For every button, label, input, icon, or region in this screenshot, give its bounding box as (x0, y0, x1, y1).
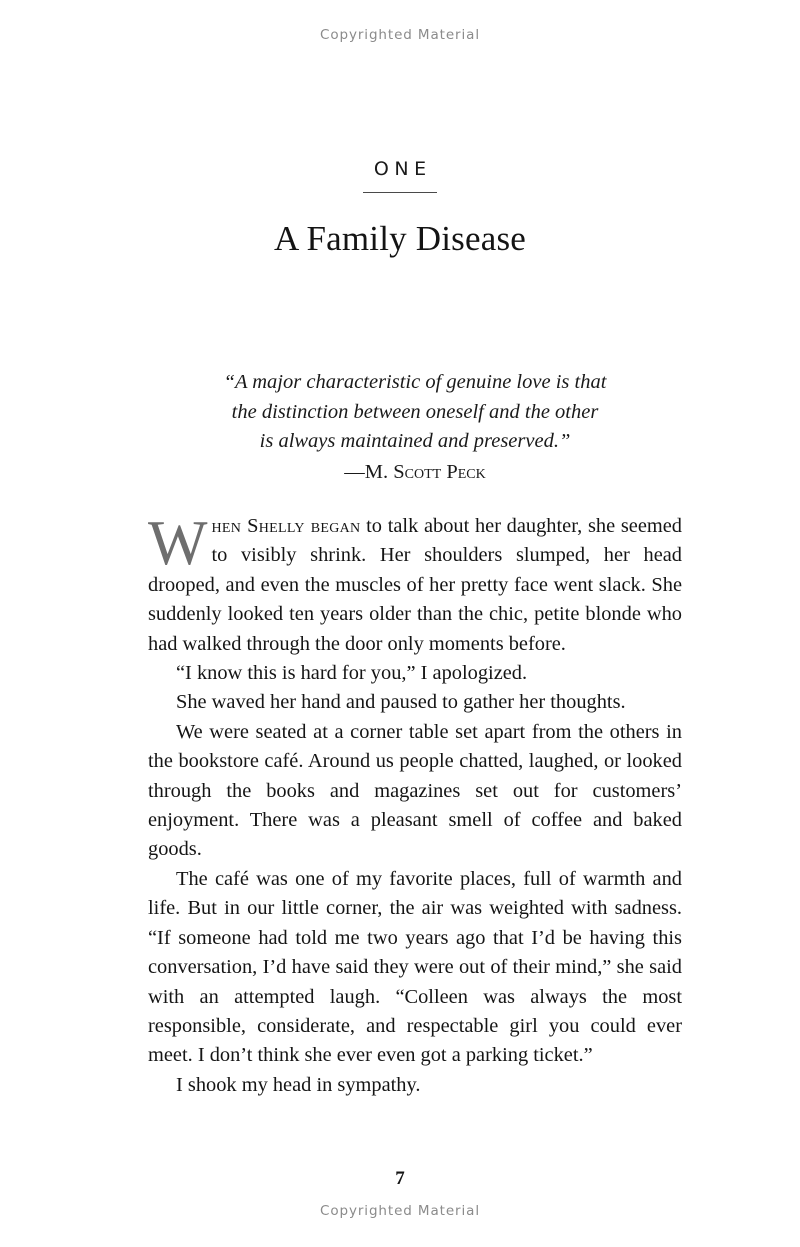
paragraph (148, 688, 682, 717)
epigraph-attribution: —M. Scott Peck (344, 460, 486, 483)
paragraph (148, 1071, 682, 1100)
paragraph-text: We were seated at a corner table set apart from the others in the bookstore café. Around us people chatted, laughed, or looked through the books and magazines set out for customers’ enjoyment. There was a pleasant smell of coffee and baked goods. (148, 720, 682, 861)
epigraph-line: is always maintained and preserved.” (259, 430, 571, 453)
paragraph (148, 659, 682, 688)
paragraph (148, 508, 682, 659)
paragraph-lead-smallcaps: hen Shelly began (211, 515, 361, 537)
drop-cap: W (148, 508, 208, 578)
chapter-number-label: ONE (373, 158, 432, 180)
chapter-divider-rule (363, 192, 437, 193)
paragraph-text: “I know this is hard for you,” I apologized. (176, 662, 528, 685)
paragraph-text: The café was one of my favorite places, full of warmth and life. But in our little corner, the air was weighted with sadness. “If someone had told me two years ago that I’d be having this conversation, I’d have said they were out of their mind,” she said with an attempted laugh. “Colleen was always the most responsible, considerate, and respectable girl you could ever meet. I don’t think she ever even got a parking ticket.” (148, 867, 682, 1067)
epigraph-line: “A major characteristic of genuine love is that (223, 371, 607, 393)
paragraph (148, 718, 682, 865)
epigraph-block (160, 368, 670, 487)
page-number: 7 (395, 1168, 405, 1189)
body-text-column (148, 508, 682, 1100)
paragraph-text: I shook my head in sympathy. (176, 1073, 421, 1096)
paragraph-text: She waved her hand and paused to gather her thoughts. (176, 691, 626, 714)
paragraph-text: to talk about her daughter, she seemed to visibly shrink. Her shoulders slumped, her head drooped, and even the muscles of her pretty face went slack. She suddenly looked ten years older than the chic, petite blonde who had walked through the door only moments before. (148, 515, 682, 655)
chapter-title: A Family Disease (273, 219, 527, 258)
copyright-watermark-top: Copyrighted Material (320, 27, 480, 43)
copyright-watermark-bottom: Copyrighted Material (320, 1203, 480, 1219)
paragraph (148, 865, 682, 1071)
chapter-header (0, 160, 800, 259)
epigraph-line: the distinction between oneself and the other (231, 400, 599, 423)
